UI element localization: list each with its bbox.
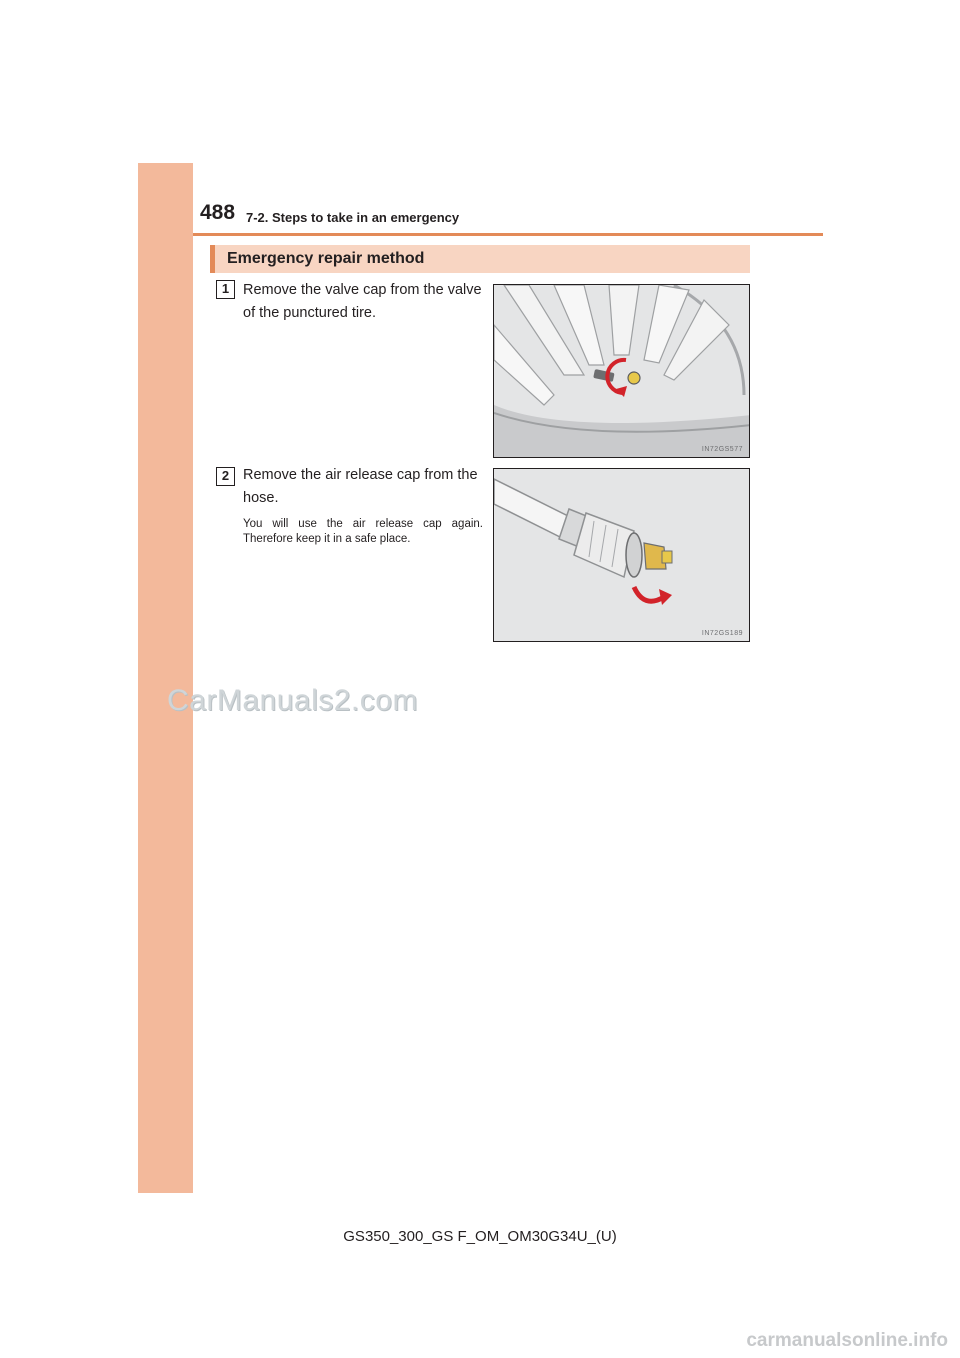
step-2-text: Remove the air release cap from the hose. [243, 467, 478, 506]
section-title: 7-2. Steps to take in an emergency [246, 210, 460, 225]
bottom-watermark: carmanualsonline.info [746, 1330, 948, 1351]
illustration-code: IN72GS189 [701, 630, 743, 637]
tire-valve-drawing [494, 285, 750, 458]
step-1-text: Remove the valve cap from the valve of the punctured tire. [243, 282, 482, 321]
step-number-1: 1 [216, 280, 235, 299]
side-tab [138, 163, 193, 1193]
step-2-note: You will use the air release cap again. Therefore keep it in a safe place. [243, 518, 483, 545]
watermark: CarManuals2.com [167, 684, 418, 717]
footer-code: GS350_300_GS F_OM_OM30G34U_(U) [343, 1228, 617, 1245]
heading-band [210, 245, 750, 273]
hose-cap-drawing [494, 469, 750, 642]
illustration-code: IN72GS577 [701, 446, 743, 453]
page-number: 488 [200, 201, 236, 224]
header-rule [193, 233, 823, 236]
illustration-air-release-cap [493, 468, 750, 642]
illustration-valve-cap [493, 284, 750, 458]
step-number-2: 2 [216, 467, 235, 486]
heading-text: Emergency repair method [227, 250, 425, 267]
